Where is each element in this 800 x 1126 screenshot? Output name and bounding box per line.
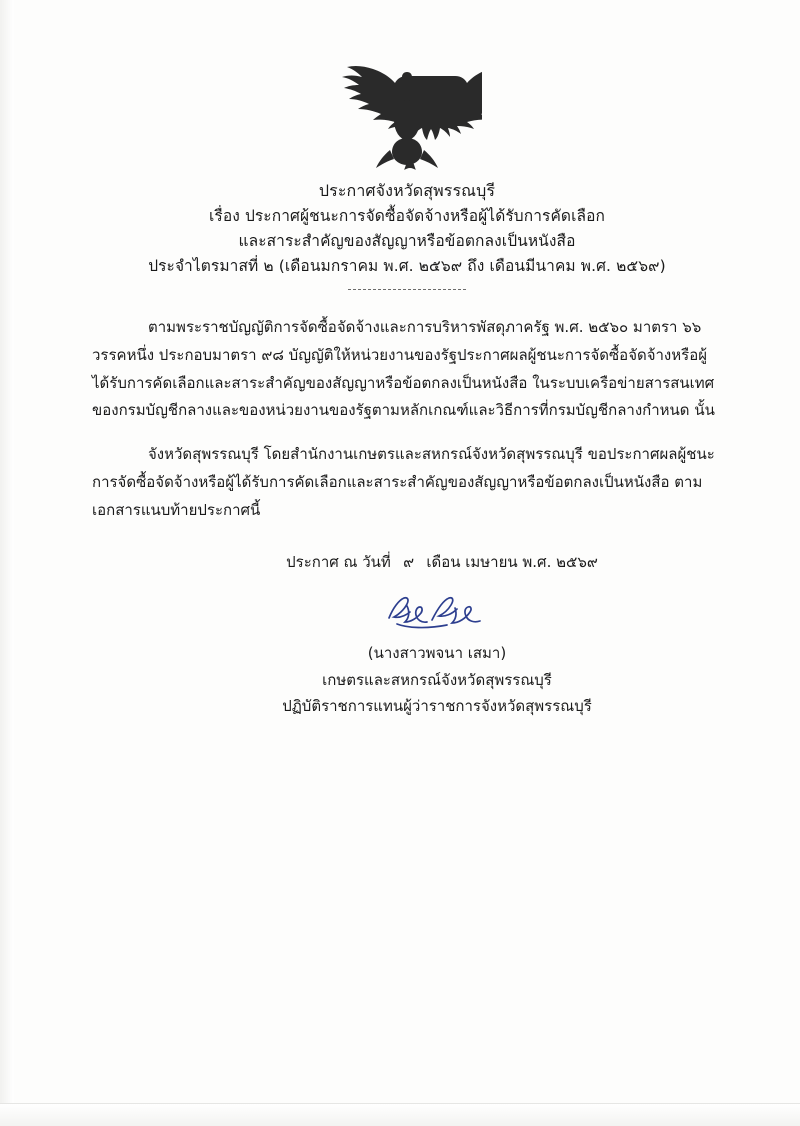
signer-position-1: เกษตรและสหกรณ์จังหวัดสุพรรณบุรี — [322, 670, 552, 689]
signer-block — [92, 640, 722, 719]
header-line-3: และสาระสำคัญของสัญญาหรือข้อตกลงเป็นหนังสือ — [238, 232, 576, 251]
paragraph-2-text: จังหวัดสุพรรณบุรี โดยสำนักงานเกษตรและสหกรณ์จังหวัดสุพรรณบุรี ขอประกาศผลผู้ชนะการจัดซื้อจัดจ้างหรือผู้ได้รับการคัดเลือกและสาระสำคัญของสัญญาหรือข้อตกลงเป็นหนังสือ ตามเอกสารแนบท้ายประกาศนี้ — [92, 445, 715, 519]
header-line-1: ประกาศจังหวัดสุพรรณบุรี — [318, 181, 496, 200]
document-header — [92, 178, 722, 290]
header-line-2: เรื่อง ประกาศผู้ชนะการจัดซื้อจัดจ้างหรือผู้ได้รับการคัดเลือก — [209, 206, 605, 225]
date-day: ๙ — [403, 553, 415, 572]
garuda-emblem — [332, 58, 482, 170]
document-content — [92, 58, 722, 719]
scan-edge-bottom — [0, 1103, 800, 1126]
handwritten-signature — [337, 584, 537, 638]
body-paragraph-2 — [92, 441, 722, 524]
announcement-date-line — [92, 550, 722, 574]
body-paragraph-1 — [92, 314, 722, 425]
scan-edge-left — [0, 0, 14, 1126]
paragraph-1-text: ตามพระราชบัญญัติการจัดซื้อจัดจ้างและการบริหารพัสดุภาครัฐ พ.ศ. ๒๕๖๐ มาตรา ๖๖ วรรคหนึ่ง ประกอบมาตรา ๙๘ บัญญัติให้หน่วยงานของรัฐประกาศผลผู้ชนะการจัดซื้อจัดจ้างหรือผู้ได้รับการคัดเลือกและสาระสำคัญของสัญญาหรือข้อตกลงเป็นหนังสือ ในระบบเครือข่ายสารสนเทศของกรมบัญชีกลางและของหน่วยงานของรัฐตามหลักเกณฑ์และวิธีการที่กรมบัญชีกลางกำหนด นั้น — [92, 318, 715, 420]
signer-position-2: ปฏิบัติราชการแทนผู้ว่าราชการจังหวัดสุพรรณบุรี — [282, 696, 592, 715]
date-prefix: ประกาศ ณ วันที่ — [286, 553, 391, 572]
signature-area — [92, 584, 722, 638]
date-year: ๒๕๖๙ — [556, 553, 598, 572]
date-middle: เดือน เมษายน พ.ศ. — [426, 553, 552, 572]
document-body — [92, 314, 722, 524]
signer-name: (นางสาวพจนา เสมา) — [367, 644, 507, 663]
header-divider — [348, 289, 466, 290]
header-line-4: ประจำไตรมาสที่ ๒ (เดือนมกราคม พ.ศ. ๒๕๖๙ ถึง เดือนมีนาคม พ.ศ. ๒๕๖๙) — [148, 257, 666, 276]
